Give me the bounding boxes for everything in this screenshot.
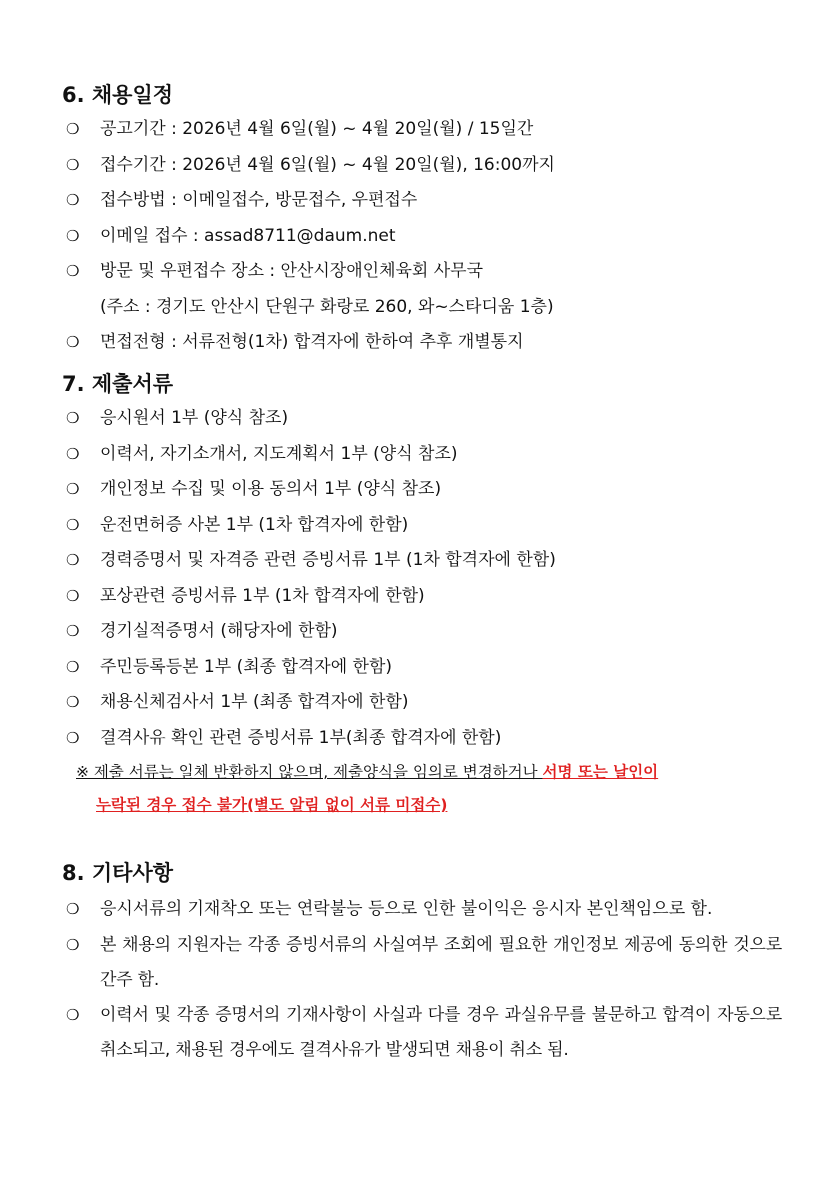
misc-list bbox=[62, 892, 782, 1068]
item-text: 운전면허증 사본 1부 (1차 합격자에 한함) bbox=[100, 514, 409, 535]
circle-bullet-icon: ❍ bbox=[66, 728, 80, 747]
list-item bbox=[62, 650, 782, 686]
schedule-list bbox=[62, 112, 782, 361]
list-item bbox=[62, 437, 782, 473]
notice-highlight: 누락된 경우 접수 불가(별도 알림 없이 서류 미접수) bbox=[96, 796, 448, 814]
list-item bbox=[62, 219, 782, 255]
circle-bullet-icon: ❍ bbox=[66, 900, 80, 918]
list-item bbox=[62, 928, 782, 998]
list-item bbox=[62, 543, 782, 579]
circle-bullet-icon: ❍ bbox=[66, 657, 80, 676]
circle-bullet-icon: ❍ bbox=[66, 444, 80, 463]
section-heading: 6. 채용일정 bbox=[62, 83, 174, 107]
list-item bbox=[62, 325, 782, 361]
section-misc bbox=[62, 858, 782, 1068]
item-text: 면접전형 : 서류전형(1차) 합격자에 한하여 추후 개별통지 bbox=[100, 332, 524, 352]
list-item bbox=[62, 721, 782, 757]
list-item bbox=[62, 183, 782, 219]
circle-bullet-icon: ❍ bbox=[66, 935, 80, 954]
list-item bbox=[62, 579, 782, 615]
list-item bbox=[62, 892, 782, 928]
list-item bbox=[62, 998, 782, 1068]
circle-bullet-icon: ❍ bbox=[66, 693, 80, 711]
item-text: 경기실적증명서 (해당자에 한함) bbox=[100, 621, 338, 641]
item-text: 포상관련 증빙서류 1부 (1차 합격자에 한함) bbox=[100, 585, 425, 606]
submission-notice bbox=[62, 756, 782, 822]
circle-bullet-icon: ❍ bbox=[66, 120, 80, 138]
item-text: 경력증명서 및 자격증 관련 증빙서류 1부 (1차 합격자에 한함) bbox=[100, 550, 556, 570]
circle-bullet-icon: ❍ bbox=[66, 262, 80, 280]
item-text: 방문 및 우편접수 장소 : 안산시장애인체육회 사무국 bbox=[100, 261, 484, 281]
list-item bbox=[62, 254, 782, 325]
list-item bbox=[62, 472, 782, 508]
circle-bullet-icon: ❍ bbox=[66, 480, 80, 498]
item-text: 이력서, 자기소개서, 지도계획서 1부 (양식 참조) bbox=[100, 443, 458, 464]
circle-bullet-icon: ❍ bbox=[66, 515, 80, 534]
item-text: 공고기간 : 2026년 4월 6일(월) ~ 4월 20일(월) / 15일간 bbox=[100, 119, 534, 139]
item-text: 채용신체검사서 1부 (최종 합격자에 한함) bbox=[100, 692, 409, 712]
notice-highlight: 서명 또는 날인이 bbox=[542, 763, 659, 781]
circle-bullet-icon: ❍ bbox=[66, 551, 80, 569]
list-item bbox=[62, 614, 782, 650]
item-text: 결격사유 확인 관련 증빙서류 1부(최종 합격자에 한함) bbox=[100, 727, 502, 748]
circle-bullet-icon: ❍ bbox=[66, 333, 80, 351]
section-schedule bbox=[62, 80, 782, 361]
circle-bullet-icon: ❍ bbox=[66, 622, 80, 640]
item-text: 응시서류의 기재착오 또는 연락불능 등으로 인한 불이익은 응시자 본인책임으로 함. bbox=[100, 899, 713, 919]
list-item bbox=[62, 148, 782, 184]
list-item bbox=[62, 401, 782, 437]
documents-list bbox=[62, 401, 782, 756]
address-text: (주소 : 경기도 안산시 단원구 화랑로 260, 와~스타디움 1층) bbox=[100, 296, 554, 317]
item-text: 이메일 접수 : assad8711@daum.net bbox=[100, 225, 396, 246]
item-text: 본 채용의 지원자는 각종 증빙서류의 사실여부 조회에 필요한 개인정보 제공에 동의한 것으로 간주 함. bbox=[100, 934, 782, 990]
circle-bullet-icon: ❍ bbox=[66, 586, 80, 605]
list-item bbox=[62, 112, 782, 148]
item-text: 개인정보 수집 및 이용 동의서 1부 (양식 참조) bbox=[100, 479, 442, 499]
circle-bullet-icon: ❍ bbox=[66, 409, 80, 427]
item-text: 응시원서 1부 (양식 참조) bbox=[100, 408, 289, 428]
item-text: 접수기간 : 2026년 4월 6일(월) ~ 4월 20일(월), 16:00까지 bbox=[100, 154, 555, 175]
notice-text: ※ 제출 서류는 일체 반환하지 않으며, 제출양식을 임의로 변경하거나 bbox=[76, 763, 543, 781]
item-text: 접수방법 : 이메일접수, 방문접수, 우편접수 bbox=[100, 190, 418, 210]
circle-bullet-icon: ❍ bbox=[66, 1005, 80, 1024]
list-item bbox=[62, 508, 782, 544]
circle-bullet-icon: ❍ bbox=[66, 155, 80, 174]
list-item bbox=[62, 685, 782, 721]
section-documents bbox=[62, 369, 782, 822]
item-text: 주민등록등본 1부 (최종 합격자에 한함) bbox=[100, 656, 393, 677]
circle-bullet-icon: ❍ bbox=[66, 226, 80, 245]
item-text: 이력서 및 각종 증명서의 기재사항이 사실과 다를 경우 과실유무를 불문하고 합격이 자동으로 취소되고, 채용된 경우에도 결격사유가 발생되면 채용이 취소 됨. bbox=[100, 1004, 782, 1060]
section-heading: 7. 제출서류 bbox=[62, 372, 174, 396]
circle-bullet-icon: ❍ bbox=[66, 191, 80, 209]
section-heading: 8. 기타사항 bbox=[62, 861, 174, 885]
